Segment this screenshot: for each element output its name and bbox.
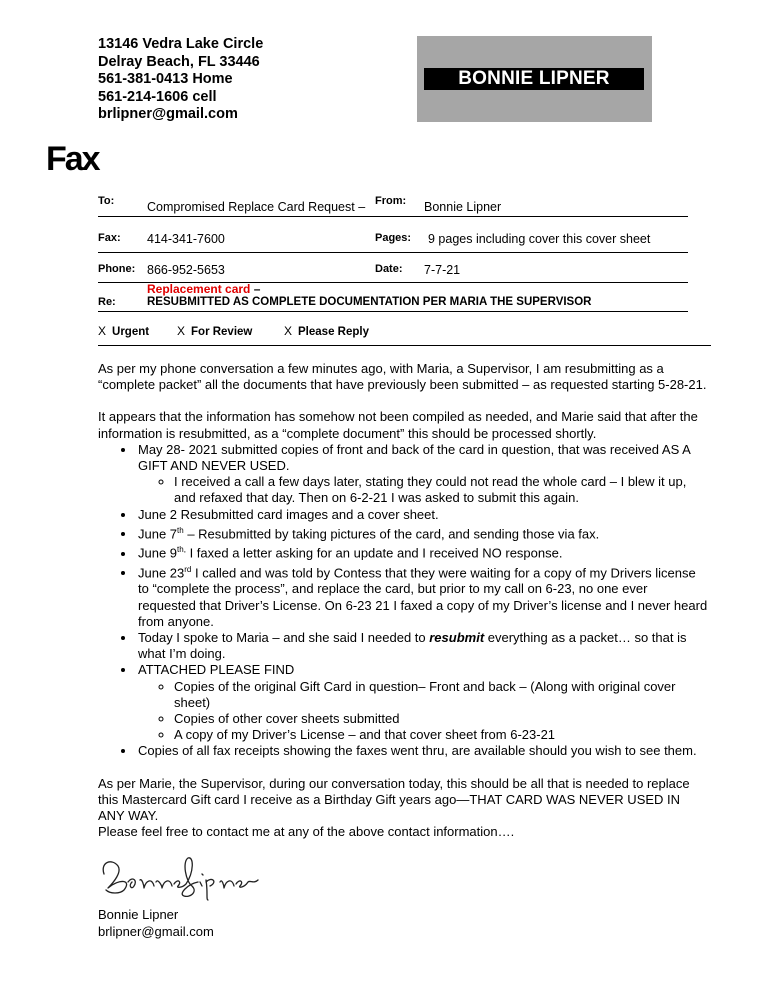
check-urgent	[98, 324, 149, 338]
name-banner: BONNIE LIPNER	[424, 68, 644, 90]
to-label: To:	[98, 195, 115, 207]
list-item: • June 2 Resubmitted card images and a cover sheet.	[136, 507, 708, 523]
replacement-card-label: Replacement card	[147, 282, 251, 296]
sub-list-item: ◦ I received a call a few days later, stating they could not read the whole card – I blew it up, and refaxed that day. Then on 6-2-21 I was asked to submit this again.	[174, 474, 708, 506]
check-mark: X	[177, 324, 186, 338]
text: Today I spoke to Maria – and she said I needed to	[138, 630, 430, 646]
list-item	[136, 630, 708, 662]
cell-phone: 561-214-1606 cell	[98, 88, 217, 105]
check-mark: X	[98, 324, 107, 338]
signer-email: brlipner@gmail.com	[98, 924, 214, 939]
bullet-list	[98, 442, 708, 760]
check-mark: X	[284, 324, 293, 338]
fax-label: Fax:	[98, 232, 121, 244]
address-line-1: 13146 Vedra Lake Circle	[98, 36, 264, 52]
signature-block	[98, 906, 214, 940]
sub-list	[138, 474, 708, 506]
re-label: Re:	[98, 296, 116, 308]
text: everything as a packet… so that is what I’m doing.	[138, 630, 687, 662]
text: June 9	[138, 545, 178, 561]
sender-email: brlipner@gmail.com	[98, 106, 238, 123]
list-item-text: May 28- 2021 submitted copies of front and back of the card in question, that was received AS A GIFT AND NEVER USED.	[138, 441, 691, 474]
signature-graphic	[98, 852, 263, 902]
list-item	[136, 442, 708, 507]
list-item-text: ATTACHED PLEASE FIND	[138, 662, 295, 678]
emphasis-resubmit: resubmit	[429, 630, 485, 646]
check-label: Please Reply	[298, 326, 369, 338]
header-divider-2	[98, 252, 688, 253]
text: June 23	[138, 565, 185, 581]
from-value: Bonnie Lipner	[424, 200, 502, 214]
date-label: Date:	[375, 263, 403, 275]
header-divider-1	[98, 216, 688, 217]
phone-value: 866-952-5653	[147, 263, 225, 277]
handwritten-signature	[98, 852, 263, 907]
fax-number: 414-341-7600	[147, 232, 225, 246]
text: I called and was told by Contess that they were waiting for a copy of my Drivers license to “complete the process”, and replace the card, but prior to my call on 6-23, no one ever requested that Driver’s License. On 6-23 21 I faxed a copy of my Driver’s license and I never heard from anyone.	[138, 565, 708, 629]
to-value: Compromised Replace Card Request –	[147, 200, 366, 214]
sender-address-block	[98, 36, 263, 124]
from-label: From:	[375, 195, 407, 207]
pages-label: Pages:	[375, 232, 412, 244]
check-for-review	[177, 324, 252, 338]
check-label: For Review	[191, 326, 253, 338]
check-please-reply	[284, 324, 369, 338]
paragraph-4: Please feel free to contact me at any of the above contact information….	[98, 824, 515, 840]
address-line-2: Delray Beach, FL 33446	[98, 53, 260, 70]
superscript: th,	[177, 545, 186, 555]
fax-title: Fax	[46, 140, 99, 178]
superscript: th	[177, 525, 184, 535]
sub-list-item: ◦ A copy of my Driver’s License – and that cover sheet from 6-23-21	[174, 727, 708, 743]
message-body	[98, 361, 708, 840]
text: June 7	[138, 526, 178, 542]
date-value: 7-7-21	[424, 263, 461, 277]
sub-list-item: ◦ Copies of the original Gift Card in question– Front and back – (Along with original cover sheet)	[174, 679, 708, 711]
signer-name: Bonnie Lipner	[98, 907, 179, 922]
paragraph-3: As per Marie, the Supervisor, during our conversation today, this should be all that is needed to replace this Mastercard Gift card I receive as a Birthday Gift years ago—THAT CARD WAS NEVER USED IN ANY WAY.	[98, 775, 690, 824]
list-item	[136, 562, 708, 630]
name-banner-box	[417, 36, 652, 122]
list-item: • Copies of all fax receipts showing the faxes went thru, are available should you wish to see them.	[136, 743, 708, 759]
sub-list	[138, 679, 708, 744]
home-phone: 561-381-0413 Home	[98, 71, 233, 88]
list-item	[136, 523, 708, 543]
phone-label: Phone:	[98, 263, 136, 275]
pages-value: 9 pages including cover this cover sheet	[428, 232, 651, 246]
re-line-1	[147, 282, 260, 296]
re-line-1-dash: –	[250, 282, 261, 296]
superscript: rd	[184, 564, 192, 574]
text: I faxed a letter asking for an update and I received NO response.	[185, 545, 563, 561]
header-divider-4	[98, 311, 688, 312]
text: – Resubmitted by taking pictures of the card, and sending those via fax.	[183, 526, 600, 542]
check-label: Urgent	[112, 326, 150, 338]
sub-list-item: ◦ Copies of other cover sheets submitted	[174, 711, 708, 727]
re-subject: RESUBMITTED AS COMPLETE DOCUMENTATION PER MARIA THE SUPERVISOR	[147, 296, 592, 308]
list-item	[136, 662, 708, 743]
paragraph-2: It appears that the information has somehow not been compiled as needed, and Marie said that after the information is resubmitted, as a “complete document” this should be processed shortly.	[98, 409, 698, 441]
header-bottom-rule	[98, 345, 711, 346]
paragraph-1: As per my phone conversation a few minutes ago, with Maria, a Supervisor, I am resubmitting as a “complete packet” all the documents that have previously been submitted – as requested starting 5-28-21.	[98, 361, 707, 393]
list-item	[136, 542, 708, 562]
